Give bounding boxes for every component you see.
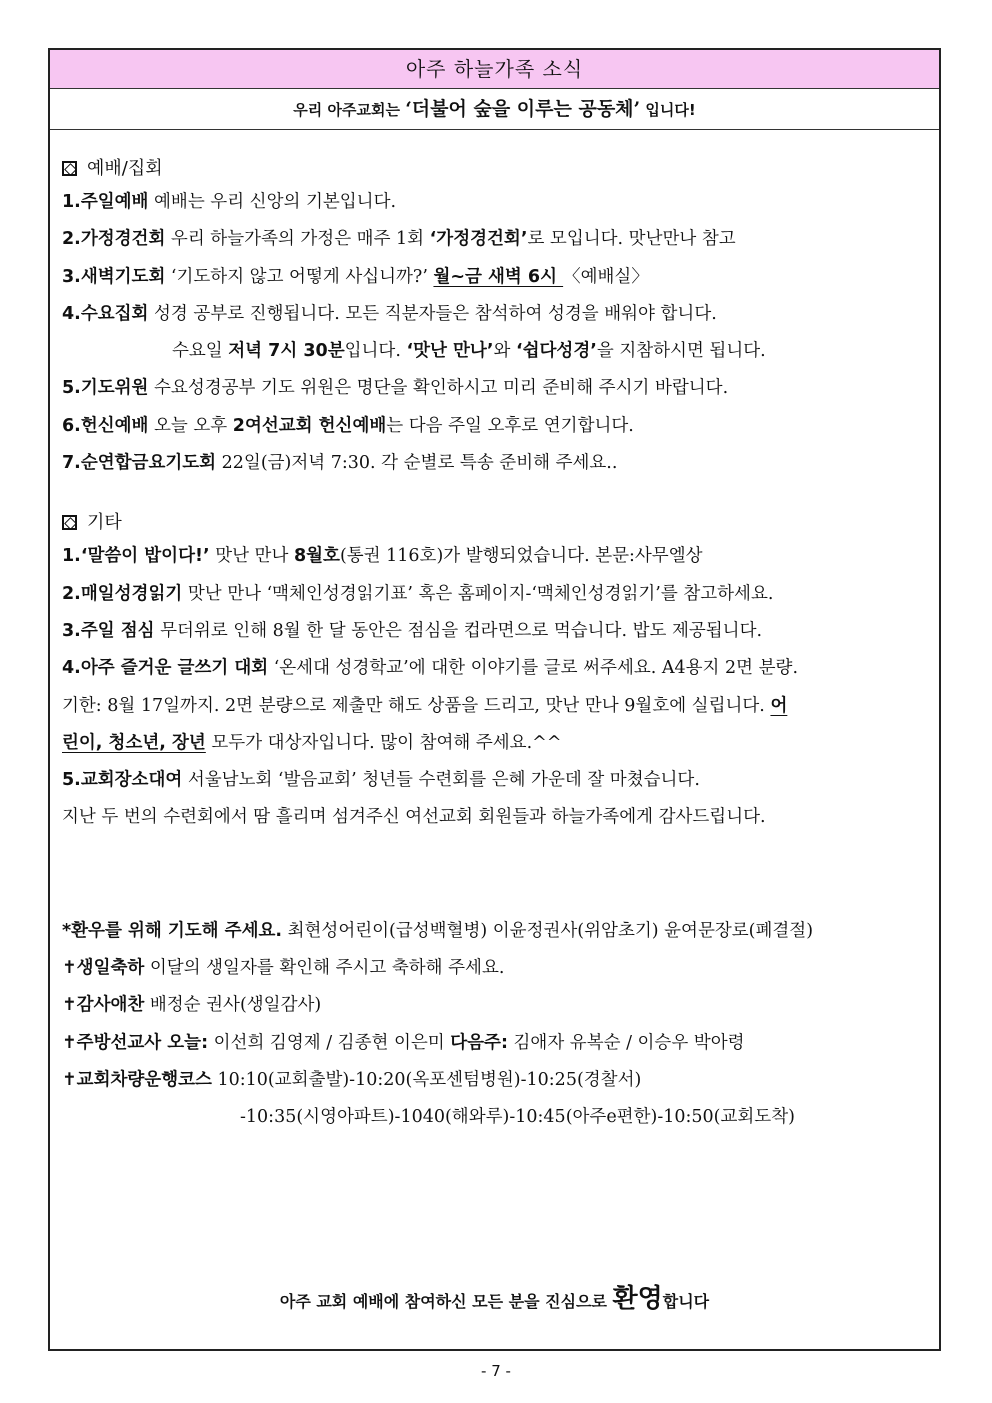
item-key: ✝주방선교사 오늘: bbox=[62, 1032, 209, 1053]
worship-item-1 bbox=[62, 184, 931, 221]
section-title: 예배/집회 bbox=[87, 158, 163, 179]
item-text: 예배는 우리 신앙의 기본입니다. bbox=[148, 192, 397, 212]
kitchen-missionaries bbox=[62, 1025, 931, 1062]
footer-text: 아주 교회 예배에 참여하신 모든 분을 진심으로 bbox=[279, 1292, 613, 1311]
item-key: 1.주일예배 bbox=[62, 192, 149, 212]
item-key: 5.기도위원 bbox=[62, 378, 149, 399]
item-text: ‘기도하지 않고 어떻게 사십니까?’ bbox=[165, 266, 434, 287]
etc-item-1 bbox=[62, 538, 931, 575]
prayer-request bbox=[62, 913, 931, 950]
page-number: - 7 - bbox=[481, 1362, 511, 1380]
item-text: 우리 하늘가족의 가정은 매주 1회 bbox=[165, 229, 430, 250]
item-text: 김애자 유복순 / 이승우 박아령 bbox=[507, 1032, 745, 1053]
item-text: 무더위로 인해 8월 한 달 동안은 점심을 컵라면으로 먹습니다. 밥도 제공됩니다. bbox=[154, 620, 763, 641]
item-text: 기한: 8월 17일까지. 2면 분량으로 제출만 해도 상품을 드리고, 맛난 만나 9월호에 실립니다. bbox=[62, 695, 771, 716]
item-bold: 2여선교회 헌신예배 bbox=[232, 415, 387, 436]
item-text: 는 다음 주일 오후로 연기합니다. bbox=[386, 415, 634, 436]
item-key: 4.수요집회 bbox=[62, 303, 149, 324]
subtitle bbox=[50, 89, 939, 130]
footer-emphasis: 환영 bbox=[612, 1284, 663, 1314]
item-text: 지난 두 번의 수련회에서 땀 흘리며 섬겨주신 여선교회 회원들과 하늘가족에게 감사드립니다. bbox=[62, 807, 766, 828]
worship-item-3 bbox=[62, 259, 931, 296]
item-text: 맛난 만나 bbox=[209, 546, 294, 567]
item-bold: ‘가정경건회’ bbox=[429, 229, 528, 250]
item-text: 수요일 bbox=[172, 341, 229, 362]
item-text: 서울남노회 ‘발음교회’ 청년들 수련회를 은혜 가운데 잘 마쳤습니다. bbox=[182, 770, 700, 791]
item-bold-underlined: 월~금 새벽 6시 bbox=[433, 266, 564, 287]
item-bold-underlined: 어 bbox=[770, 695, 788, 716]
item-text: 로 모입니다. 맛난만나 참고 bbox=[527, 229, 736, 250]
item-bold: 다음주: bbox=[450, 1032, 508, 1053]
content bbox=[62, 128, 931, 1137]
item-key: ✝감사애찬 bbox=[62, 995, 145, 1016]
etc-item-4 bbox=[62, 650, 931, 687]
item-key: ✝교회차량운행코스 bbox=[62, 1069, 212, 1090]
section-worship-heading bbox=[62, 154, 931, 184]
item-bold: ‘맛난 만나’ bbox=[406, 341, 494, 362]
subtitle-emphasis: ‘더불어 숲을 이루는 공동체’ bbox=[405, 98, 641, 120]
item-key: 1.‘말씀이 밥이다!’ bbox=[62, 546, 210, 567]
item-text: 와 bbox=[493, 341, 516, 362]
item-key: 6.헌신예배 bbox=[62, 415, 149, 436]
etc-item-5 bbox=[62, 762, 931, 799]
worship-item-7 bbox=[62, 445, 931, 482]
vehicle-course bbox=[62, 1062, 931, 1099]
thanks-meal bbox=[62, 987, 931, 1024]
item-bold: ‘쉽다성경’ bbox=[515, 341, 597, 362]
worship-item-5 bbox=[62, 370, 931, 407]
item-text: 을 지참하시면 됩니다. bbox=[596, 341, 766, 362]
etc-item-5-cont bbox=[62, 799, 931, 836]
diamond-box-icon bbox=[62, 515, 77, 530]
section-title: 기타 bbox=[87, 512, 122, 534]
subtitle-pre: 우리 아주교회는 bbox=[293, 101, 406, 119]
item-text: 22일(금)저녁 7:30. 각 순별로 특송 준비해 주세요.. bbox=[216, 453, 618, 474]
item-key: *환우를 위해 기도해 주세요. bbox=[62, 920, 283, 941]
item-bold: 8월호 bbox=[293, 546, 340, 567]
item-key: 5.교회장소대여 bbox=[62, 770, 183, 791]
item-text: 입니다. bbox=[344, 341, 407, 362]
item-key: 3.주일 점심 bbox=[62, 620, 155, 641]
item-key: 2.가정경건회 bbox=[62, 229, 166, 250]
item-text: -10:35(시영아파트)-1040(해와루)-10:45(아주e편한)-10:50(교회도착) bbox=[240, 1107, 795, 1128]
item-text: 〈예배실〉 bbox=[563, 266, 649, 287]
item-bold: 저녁 7시 30분 bbox=[228, 341, 345, 362]
worship-item-4 bbox=[62, 296, 931, 333]
item-key: 4.아주 즐거운 글쓰기 대회 bbox=[62, 658, 269, 679]
item-text: 이달의 생일자를 확인해 주시고 축하해 주세요. bbox=[144, 958, 505, 979]
item-text: 배정순 권사(생일감사) bbox=[144, 995, 322, 1016]
item-key: ✝생일축하 bbox=[62, 958, 145, 979]
birthday-notice bbox=[62, 950, 931, 987]
item-text: (통권 116호)가 발행되었습니다. 본문:사무엘상 bbox=[339, 546, 703, 567]
worship-item-2 bbox=[62, 221, 931, 258]
etc-item-4-cont2 bbox=[62, 725, 931, 762]
item-key: 3.새벽기도회 bbox=[62, 266, 166, 287]
item-text: 이선희 김영제 / 김종현 이은미 bbox=[208, 1032, 451, 1053]
bulletin-frame bbox=[48, 48, 941, 1351]
etc-item-3 bbox=[62, 613, 931, 650]
item-text: ‘온세대 성경학교’에 대한 이야기를 글로 써주세요. A4용지 2면 분량. bbox=[268, 658, 799, 679]
item-key: 7.순연합금요기도회 bbox=[62, 453, 217, 474]
worship-item-6 bbox=[62, 408, 931, 445]
item-text: 오늘 오후 bbox=[148, 415, 233, 436]
item-text: 맛난 만나 ‘맥체인성경읽기표’ 혹은 홈페이지-‘맥체인성경읽기’를 참고하세요. bbox=[182, 583, 774, 604]
item-key: 2.매일성경읽기 bbox=[62, 583, 183, 604]
vehicle-course-cont bbox=[62, 1099, 931, 1136]
page-title: 아주 하늘가족 소식 bbox=[50, 50, 939, 89]
item-text: 수요성경공부 기도 위원은 명단을 확인하시고 미리 준비해 주시기 바랍니다. bbox=[148, 378, 729, 399]
item-text: 성경 공부로 진행됩니다. 모든 직분자들은 참석하여 성경을 배워야 합니다. bbox=[148, 303, 717, 324]
item-text: 모두가 대상자입니다. 많이 참여해 주세요.^^ bbox=[205, 732, 562, 753]
item-text: 10:10(교회출발)-10:20(옥포센텀병원)-10:25(경찰서) bbox=[211, 1069, 642, 1090]
subtitle-post: 입니다! bbox=[640, 101, 696, 119]
etc-item-4-cont bbox=[62, 688, 931, 725]
item-text: 최현성어린이(급성백혈병) 이윤정권사(위암초기) 윤여문장로(폐결절) bbox=[282, 920, 814, 941]
diamond-box-icon bbox=[62, 161, 77, 176]
welcome-footer bbox=[50, 1278, 939, 1315]
footer-text: 합니다 bbox=[662, 1292, 710, 1311]
etc-item-2 bbox=[62, 576, 931, 613]
section-etc-heading bbox=[62, 508, 931, 538]
item-bold-underlined: 린이, 청소년, 장년 bbox=[62, 732, 206, 753]
worship-item-4-cont bbox=[62, 333, 931, 370]
